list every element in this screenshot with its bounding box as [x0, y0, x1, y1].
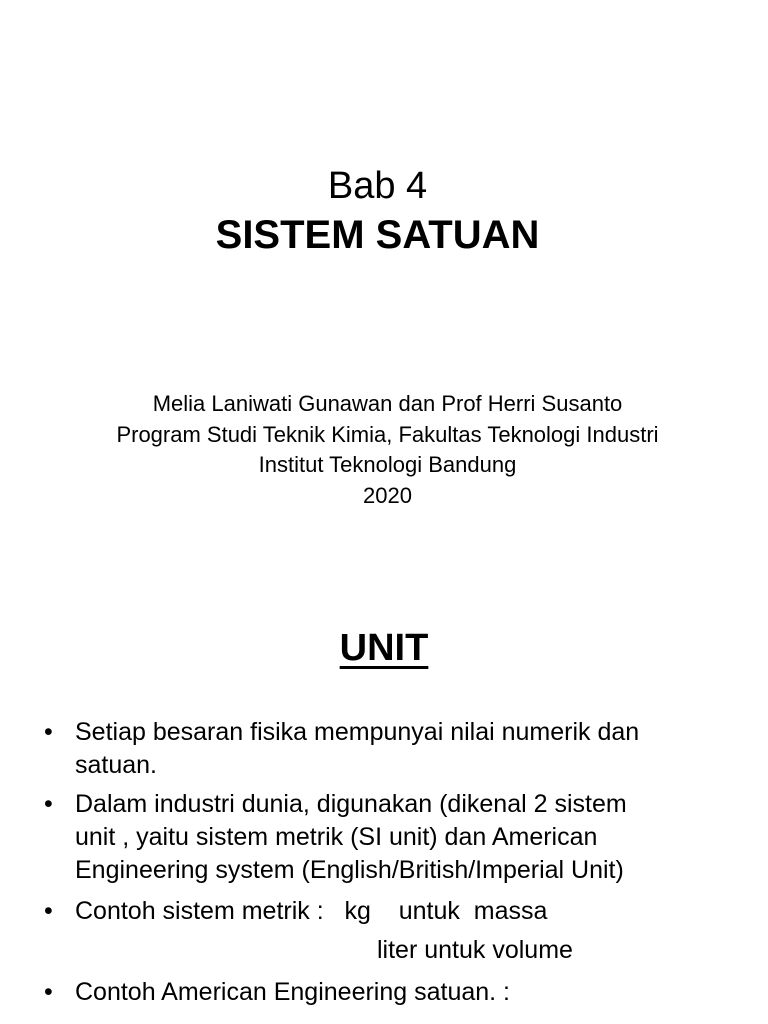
chapter-label: Bab 4 — [327, 165, 428, 207]
bullet-dot: • — [44, 790, 53, 818]
list-item-line: Engineering system (English/British/Imperial Unit) — [75, 856, 624, 884]
list-item-continuation: liter untuk volume — [377, 936, 573, 964]
list-item-text — [75, 788, 735, 887]
unit-heading: UNIT — [339, 627, 429, 669]
list-item-text — [75, 716, 735, 782]
authors-line: Melia Laniwati Gunawan dan Prof Herri Susanto — [152, 391, 623, 416]
bullet-dot: • — [44, 978, 53, 1006]
list-item-line: Contoh sistem metrik : kg untuk massa — [75, 897, 548, 925]
list-item-line: satuan. — [75, 751, 158, 779]
credits-block — [0, 389, 768, 511]
list-item-line: Contoh American Engineering satuan. : — [75, 978, 510, 1006]
year-line: 2020 — [363, 482, 412, 508]
institution-line: Institut Teknologi Bandung — [258, 452, 517, 477]
list-item-text — [75, 976, 735, 1009]
slide-title: SISTEM SATUAN — [215, 213, 540, 257]
list-item-line: Dalam industri dunia, digunakan (dikenal 2 sistem — [75, 790, 627, 818]
bullet-dot: • — [44, 718, 53, 746]
program-line: Program Studi Teknik Kimia, Fakultas Teknologi Industri — [116, 421, 659, 447]
list-item-text — [75, 895, 735, 928]
list-item-line: Setiap besaran fisika mempunyai nilai numerik dan — [75, 718, 640, 746]
list-item-line: unit , yaitu sistem metrik (SI unit) dan American — [75, 823, 598, 851]
bullet-dot: • — [44, 897, 53, 925]
